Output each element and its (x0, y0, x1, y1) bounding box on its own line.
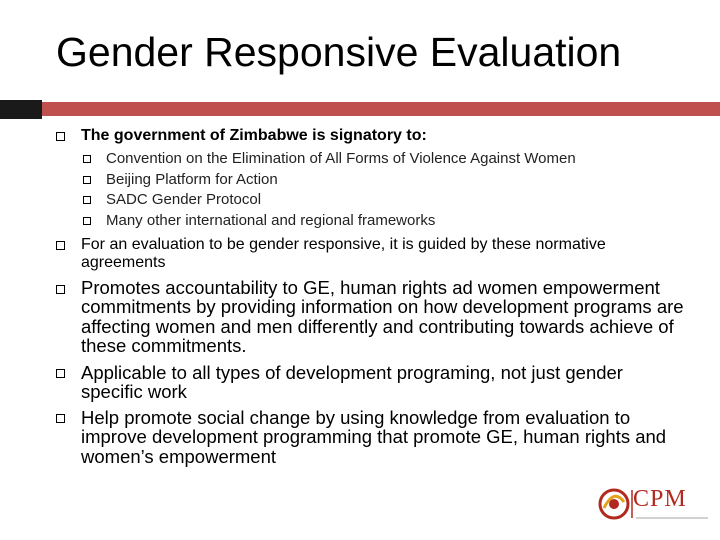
bullet-box (56, 285, 65, 294)
sub-bullet-box (83, 196, 91, 204)
sub-bullet-text: SADC Gender Protocol (106, 191, 262, 208)
slide-title: Gender Responsive Evaluation (56, 29, 622, 75)
sub-bullet-text: Convention on the Elimination of All Forms of Violence Against Women (106, 150, 576, 167)
bullet-text: Applicable to all types of development programing, not just gender specific work (81, 362, 623, 403)
title-band-red (42, 102, 720, 116)
bullet-box (56, 132, 65, 141)
bullet-text: Help promote social change by using knowledge from evaluation to improve development programming that promote GE, human rights and women’s empowerment (81, 407, 667, 467)
sub-bullet-box (83, 176, 91, 184)
bullet-box (56, 369, 65, 378)
title-band-dark (0, 100, 42, 119)
bullet-text: For an evaluation to be gender responsive, it is guided by these normative agreements (81, 236, 606, 271)
cpm-logo-text: CPM (633, 486, 687, 512)
sub-bullet-text: Many other international and regional frameworks (106, 212, 436, 229)
bullet-box (56, 414, 65, 423)
bullet-text: Promotes accountability to GE, human rights ad women empowerment commitments by providing information on how development programs are affecting women and men differently and contributing towards achieve of these commitments. (81, 277, 684, 356)
sub-bullet-box (83, 217, 91, 225)
sub-bullet-box (83, 155, 91, 163)
bullet-text: The government of Zimbabwe is signatory to: (81, 127, 427, 144)
bullet-box (56, 241, 65, 250)
sub-bullet-text: Beijing Platform for Action (106, 171, 278, 188)
